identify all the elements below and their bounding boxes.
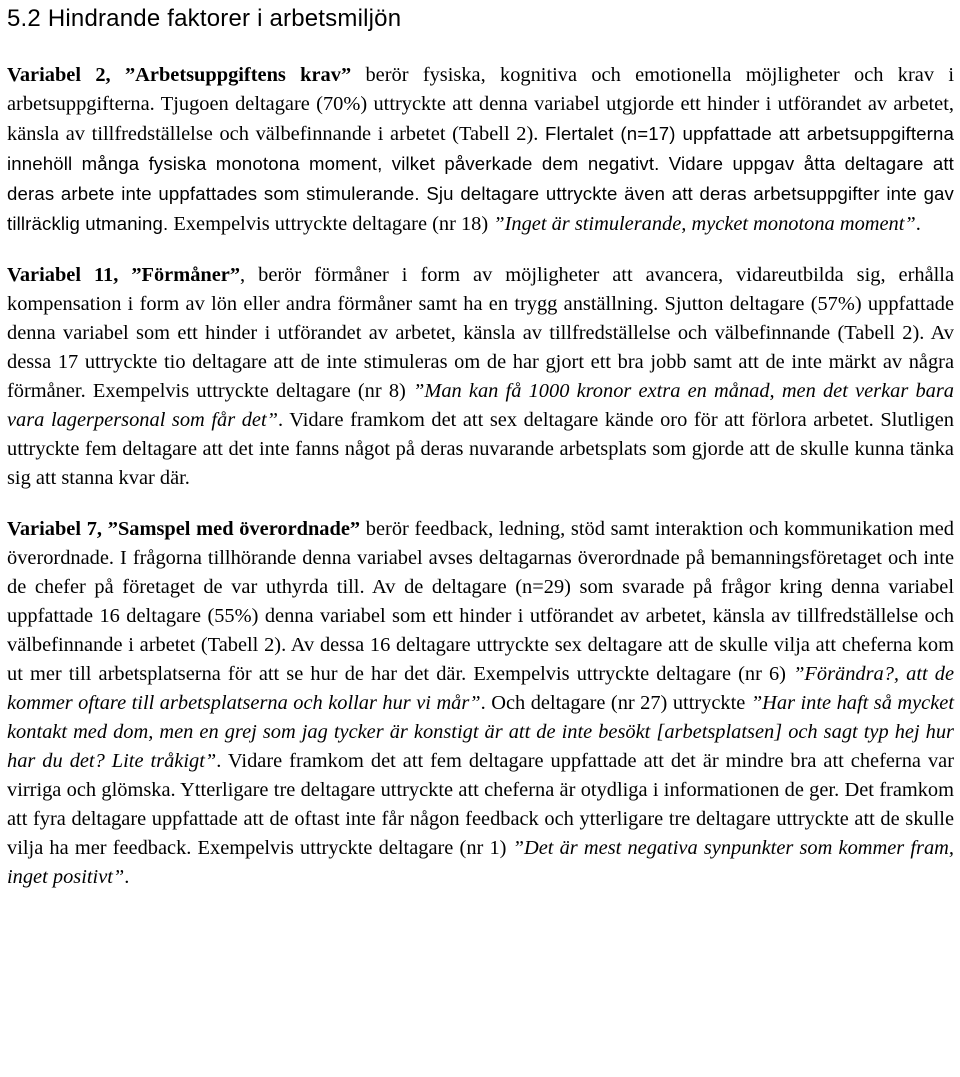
participant-quote: ”Förändra?, att de kommer oftare till arbetsplatserna och kollar hur vi mår”	[7, 663, 955, 714]
paragraph-text: . Vidare framkom det att sex deltagare kände oro för att förlora arbetet. Slutligen uttryckte fem deltagare att det inte fanns något på deras nuvarande arbetsplats som gjorde att de skulle kunna tänka sig att stanna kvar där.	[7, 409, 954, 489]
paragraph-text: berör feedback, ledning, stöd samt interaktion och kommunikation med överordnade. I frågorna tillhörande denna variabel avses deltagarnas överordnade på bemanningsföretaget och inte de chefer på företaget de var uthyrda till. Av de deltagare (n=29) som svarade på frågor kring denna variabel uppfattade 16 deltagare (55%) denna variabel som ett hinder i utförandet av arbetet, känsla av tillfredställelse och välbefinnande i arbetet (Tabell 2). Av dessa 16 deltagare uttryckte sex deltagare att de skulle vilja att cheferna kom ut mer till arbetsplatserna för att se hur de har det där. Exempelvis uttryckte deltagare (nr 6)	[7, 518, 954, 685]
paragraph-text: Exempelvis uttryckte deltagare (nr 18)	[168, 213, 494, 235]
paragraph-text: berör fysiska, kognitiva och emotionella möjligheter och krav i arbetsuppgifterna. Tjugoen deltagare (70%) uttryckte att denna variabel utgjorde ett hinder i utförandet av arbetet, känsla av tillfredställelse och välbefinnande i arbetet (Tabell 2).	[7, 64, 955, 145]
paragraph-text: .	[124, 866, 130, 888]
paragraph-variable-2	[7, 61, 954, 239]
variable-label: Variabel 7,	[7, 518, 108, 540]
variable-name: ”Förmåner”	[131, 264, 241, 286]
variable-label: Variabel 11,	[7, 264, 132, 286]
participant-quote: ”Man kan få 1000 kronor extra en månad, men det verkar bara vara lagerpersonal som får det”	[7, 380, 954, 431]
variable-name: ”Samspel med överordnade”	[107, 518, 361, 540]
document-page	[7, 0, 954, 892]
participant-quote: ”Har inte haft så mycket kontakt med dom, men en grej som jag tycker är konstigt är att de inte besökt [arbetsplatsen] och sagt typ hej hur har du det? Lite tråkigt”	[7, 692, 955, 772]
paragraph-text: . Och deltagare (nr 27) uttryckte	[480, 692, 751, 714]
section-heading: 5.2 Hindrande faktorer i arbetsmiljön	[7, 5, 402, 32]
paragraph-text-sans: Flertalet (n=17) uppfattade att arbetsuppgifterna innehöll många fysiska monotona moment, vilket påverkade dem negativt. Vidare uppgav åtta deltagare att deras arbete inte uppfattades som stimulerande. Sju deltagare uttryckte även att deras arbetsuppgifter inte gav tillräcklig utmaning.	[7, 123, 954, 234]
paragraph-variable-7	[7, 515, 954, 892]
variable-label: Variabel 2,	[7, 64, 125, 86]
paragraph-variable-11	[7, 261, 954, 493]
paragraph-text: . Vidare framkom det att fem deltagare uppfattade att det är mindre bra att cheferna var virriga och glömska. Ytterligare tre deltagare uttryckte att cheferna är otydliga i informationen de ger. Det framkom att fyra deltagare uppfattade att de oftast inte får någon feedback och ytterligare tre deltagare uttryckte att de skulle vilja ha mer feedback. Exempelvis uttryckte deltagare (nr 1)	[7, 750, 954, 859]
variable-name: ”Arbetsuppgiftens krav”	[124, 64, 352, 86]
paragraph-text: .	[915, 213, 921, 235]
participant-quote: ”Det är mest negativa synpunkter som kommer fram, inget positivt”	[7, 837, 954, 888]
participant-quote: ”Inget är stimulerande, mycket monotona moment”	[493, 213, 916, 235]
paragraph-text: , berör förmåner i form av möjligheter att avancera, vidareutbilda sig, erhålla kompensation i form av lön eller andra förmåner samt ha en trygg anställning. Sjutton deltagare (57%) uppfattade denna variabel som ett hinder i utförandet av arbetet, känsla av tillfredställelse och välbefinnande (Tabell 2). Av dessa 17 uttryckte tio deltagare att de inte stimuleras om de har gjort ett bra jobb samt att de inte märkt av några förmåner. Exempelvis uttryckte deltagare (nr 8)	[7, 264, 954, 402]
